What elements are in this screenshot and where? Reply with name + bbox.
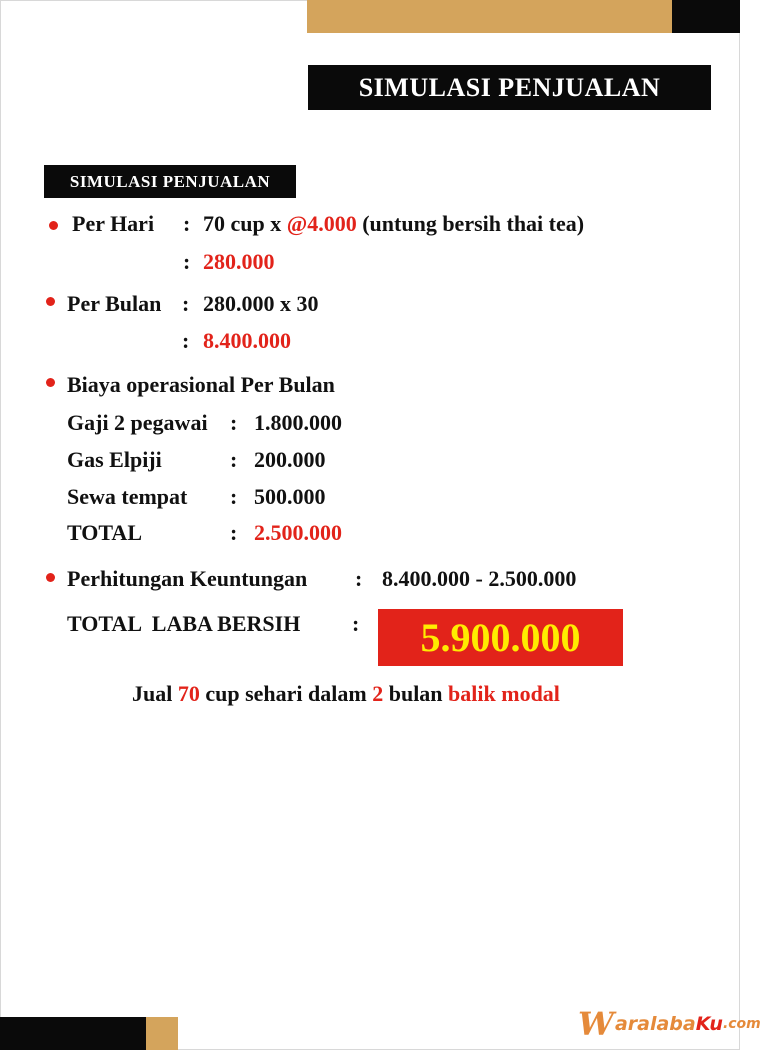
summary-number: 70 xyxy=(177,681,200,706)
logo-initial: W xyxy=(578,1005,614,1043)
summary-part: Jual xyxy=(132,681,173,706)
summary-number: 2 xyxy=(372,681,384,706)
per-bulan-label: Per Bulan xyxy=(67,291,162,316)
biaya-row-colon: : xyxy=(230,484,238,509)
top-black-bar xyxy=(672,0,740,33)
laba-bersih-value: 5.900.000 xyxy=(378,609,623,666)
biaya-row-label: Gas Elpiji xyxy=(67,447,162,472)
brand-logo xyxy=(578,1006,761,1042)
keuntungan-formula: 8.400.000 - 2.500.000 xyxy=(382,566,577,591)
per-hari-formula xyxy=(203,211,584,237)
bottom-black-bar xyxy=(0,1017,146,1050)
biaya-total-value: 2.500.000 xyxy=(254,520,342,545)
per-hari-label: Per Hari xyxy=(72,211,155,236)
per-bulan-colon: : xyxy=(182,291,190,316)
keuntungan-colon: : xyxy=(355,566,363,591)
biaya-title: Biaya operasional Per Bulan xyxy=(67,372,335,397)
biaya-row-label: Gaji 2 pegawai xyxy=(67,410,208,435)
logo-domain: .com xyxy=(722,1016,761,1032)
per-bulan-result: 8.400.000 xyxy=(203,328,291,353)
biaya-row-colon: : xyxy=(230,447,238,472)
per-hari-colon: : xyxy=(183,211,191,236)
bullet-icon xyxy=(46,378,55,387)
section-title: SIMULASI PENJUALAN xyxy=(44,165,296,198)
per-hari-result-colon: : xyxy=(183,249,191,274)
per-hari-qty: 70 cup x xyxy=(203,211,282,236)
page-title: SIMULASI PENJUALAN xyxy=(308,65,711,110)
per-bulan-formula: 280.000 x 30 xyxy=(203,291,319,316)
laba-bersih-label: TOTAL LABA BERSIH xyxy=(67,611,301,636)
bottom-gold-bar xyxy=(146,1017,178,1050)
biaya-total-label: TOTAL xyxy=(67,520,142,545)
biaya-row-value: 500.000 xyxy=(254,484,326,509)
logo-ku: Ku xyxy=(695,1013,723,1035)
keuntungan-label: Perhitungan Keuntungan xyxy=(67,566,308,591)
bullet-icon xyxy=(49,221,58,230)
summary-part: bulan xyxy=(388,681,443,706)
per-hari-result: 280.000 xyxy=(203,249,275,274)
bullet-icon xyxy=(46,297,55,306)
top-gold-bar xyxy=(307,0,672,33)
laba-bersih-colon: : xyxy=(352,611,360,636)
per-hari-price: @4.000 xyxy=(286,211,357,236)
biaya-row-label: Sewa tempat xyxy=(67,484,188,509)
biaya-row-value: 200.000 xyxy=(254,447,326,472)
per-hari-note: (untung bersih thai tea) xyxy=(362,211,585,236)
summary-text xyxy=(132,681,560,707)
summary-part: cup sehari dalam xyxy=(205,681,367,706)
logo-text: aralaba xyxy=(614,1013,696,1035)
bullet-icon xyxy=(46,573,55,582)
summary-highlight: balik modal xyxy=(448,681,560,706)
biaya-row-colon: : xyxy=(230,410,238,435)
per-bulan-result-colon: : xyxy=(182,328,190,353)
biaya-row-value: 1.800.000 xyxy=(254,410,342,435)
biaya-row-colon: : xyxy=(230,520,238,545)
